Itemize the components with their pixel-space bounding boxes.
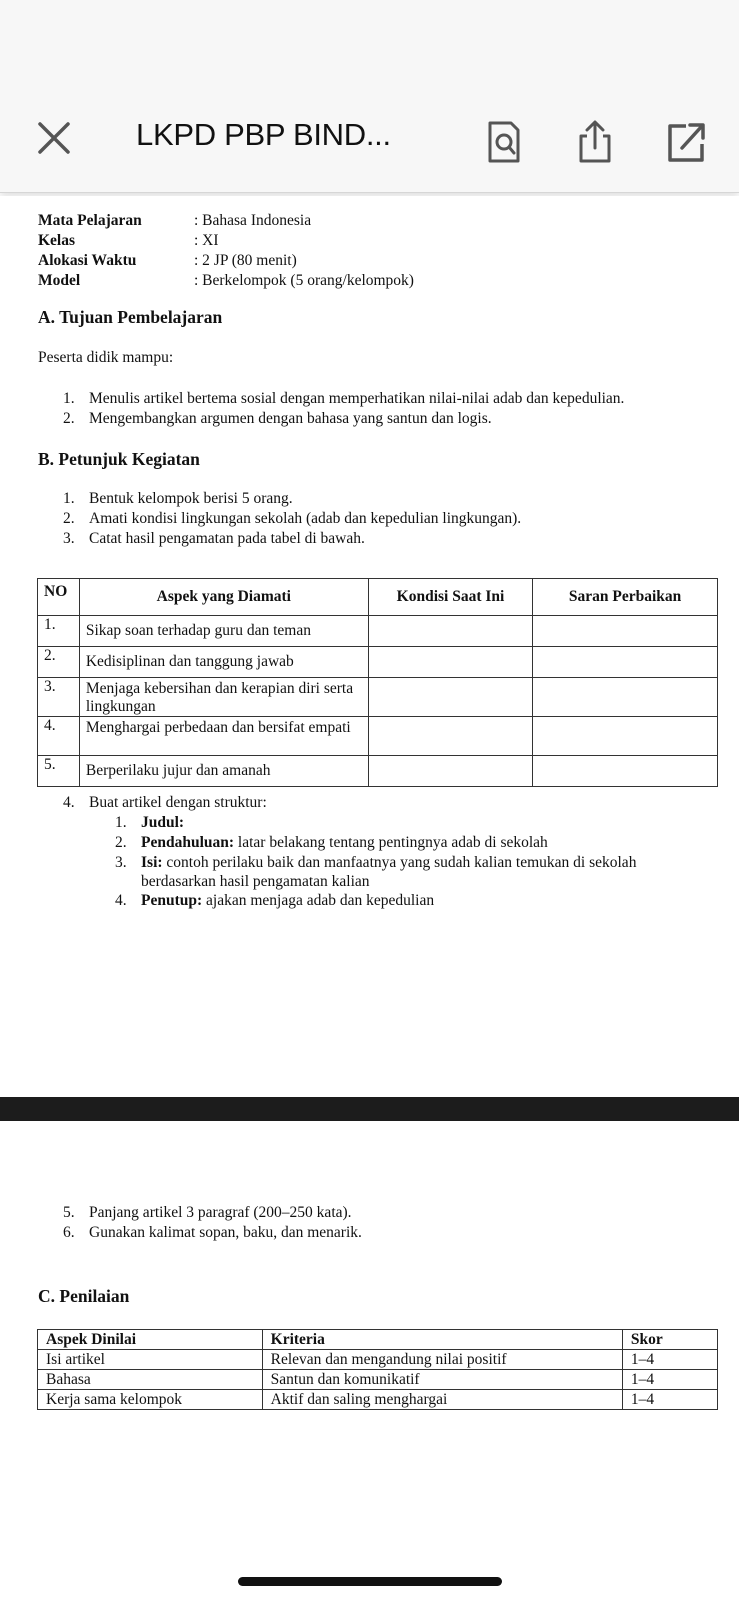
list-item xyxy=(63,1223,362,1243)
table-cell[interactable] xyxy=(368,678,532,717)
list-text: Gunakan kalimat sopan, baku, dan menarik. xyxy=(89,1224,362,1241)
table-cell: Isi artikel xyxy=(38,1350,263,1370)
toolbar xyxy=(0,0,739,193)
table-row xyxy=(38,717,718,756)
column-header: Kriteria xyxy=(262,1330,622,1350)
row-number: 3. xyxy=(44,678,56,695)
table-row xyxy=(38,678,718,717)
list-number: 2. xyxy=(63,410,75,427)
table-cell xyxy=(38,678,80,717)
table-cell[interactable] xyxy=(533,616,718,647)
assessment-table xyxy=(37,1329,718,1410)
table-cell xyxy=(38,647,80,678)
close-icon[interactable] xyxy=(34,118,74,158)
article-structure-list xyxy=(115,813,715,911)
table-cell: Bahasa xyxy=(38,1370,263,1390)
home-indicator[interactable] xyxy=(238,1577,502,1586)
structure-label: Judul: xyxy=(141,814,185,831)
structure-label: Pendahuluan: xyxy=(141,834,235,851)
table-row xyxy=(38,616,718,647)
table-header-row xyxy=(38,1330,718,1350)
table-cell: Aktif dan saling menghargai xyxy=(262,1390,622,1410)
list-text: Bentuk kelompok berisi 5 orang. xyxy=(89,490,293,507)
table-cell: 1–4 xyxy=(622,1390,717,1410)
table-cell[interactable] xyxy=(368,717,532,756)
lesson-meta xyxy=(38,211,414,291)
row-aspect: Kedisiplinan dan tanggung jawab xyxy=(85,653,294,670)
open-external-icon[interactable] xyxy=(666,120,706,164)
meta-key: Mata Pelajaran xyxy=(38,212,142,229)
row-number: 4. xyxy=(44,717,56,734)
list-item xyxy=(115,833,715,853)
table-header-row xyxy=(38,579,718,616)
list-number: 2. xyxy=(63,510,75,527)
table-cell: Kerja sama kelompok xyxy=(38,1390,263,1410)
structure-text: latar belakang tentang pentingnya adab di sekolah xyxy=(234,834,548,851)
table-row xyxy=(38,1390,718,1410)
list-text: Panjang artikel 3 paragraf (200–250 kata). xyxy=(89,1204,352,1221)
list-number: 5. xyxy=(63,1204,75,1221)
meta-key: Model xyxy=(38,272,81,289)
column-header: NO xyxy=(38,579,80,616)
table-row xyxy=(38,1370,718,1390)
structure-text: ajakan menjaga adab dan kepedulian xyxy=(202,892,435,909)
list-text: Buat artikel dengan struktur: xyxy=(89,794,267,811)
activity-steps-continued xyxy=(63,1203,362,1243)
row-aspect: Menjaga kebersihan dan kerapian diri serta lingkungan xyxy=(85,680,354,715)
activity-steps-list xyxy=(63,489,521,549)
list-item xyxy=(63,1203,362,1223)
table-cell xyxy=(38,756,80,787)
column-header: Aspek Dinilai xyxy=(38,1330,263,1350)
table-cell[interactable] xyxy=(533,647,718,678)
table-cell xyxy=(79,678,368,717)
share-icon[interactable] xyxy=(575,120,615,164)
table-cell xyxy=(79,647,368,678)
table-cell xyxy=(79,756,368,787)
table-cell: Relevan dan mengandung nilai positif xyxy=(262,1350,622,1370)
table-cell xyxy=(79,717,368,756)
table-cell xyxy=(38,616,80,647)
list-item xyxy=(63,793,267,813)
row-aspect: Menghargai perbedaan dan bersifat empati xyxy=(85,719,351,736)
table-cell: 1–4 xyxy=(622,1350,717,1370)
list-number: 3. xyxy=(63,530,75,547)
column-header: Aspek yang Diamati xyxy=(79,579,368,616)
list-number: 4. xyxy=(115,892,127,909)
table-row xyxy=(38,1350,718,1370)
meta-row xyxy=(38,251,414,271)
table-cell[interactable] xyxy=(368,616,532,647)
row-aspect: Berperilaku jujur dan amanah xyxy=(85,762,271,779)
structure-text: contoh perilaku baik dan manfaatnya yang sudah kalian temukan di sekolah berdasarkan hasil pengamatan kalian xyxy=(141,854,637,890)
list-item xyxy=(115,853,715,891)
list-number: 3. xyxy=(115,854,127,871)
meta-key: Alokasi Waktu xyxy=(38,252,137,269)
list-item xyxy=(63,529,521,549)
observation-table xyxy=(37,578,718,787)
row-number: 1. xyxy=(44,616,56,633)
row-aspect: Sikap soan terhadap guru dan teman xyxy=(85,622,311,639)
table-row xyxy=(38,756,718,787)
meta-value: : 2 JP (80 menit) xyxy=(194,252,297,269)
activity-step-4 xyxy=(63,793,267,813)
list-item xyxy=(63,509,521,529)
column-header: Saran Perbaikan xyxy=(533,579,718,616)
list-item xyxy=(63,489,521,509)
column-header: Kondisi Saat Ini xyxy=(368,579,532,616)
meta-key: Kelas xyxy=(38,232,76,249)
row-number: 5. xyxy=(44,756,56,773)
list-number: 1. xyxy=(63,490,75,507)
table-cell xyxy=(79,616,368,647)
page-separator xyxy=(0,1097,739,1121)
list-text: Mengembangkan argumen dengan bahasa yang santun dan logis. xyxy=(89,410,492,427)
table-cell[interactable] xyxy=(368,647,532,678)
table-cell[interactable] xyxy=(533,678,718,717)
section-a-heading: A. Tujuan Pembelajaran xyxy=(38,307,223,327)
list-text: Catat hasil pengamatan pada tabel di bawah. xyxy=(89,530,365,547)
list-number: 2. xyxy=(115,834,127,851)
section-c-heading: C. Penilaian xyxy=(38,1286,130,1306)
list-number: 1. xyxy=(63,390,75,407)
column-header: Skor xyxy=(622,1330,717,1350)
meta-value: : Berkelompok (5 orang/kelompok) xyxy=(194,272,414,289)
table-cell[interactable] xyxy=(368,756,532,787)
list-number: 4. xyxy=(63,794,75,811)
table-cell: Santun dan komunikatif xyxy=(262,1370,622,1390)
table-cell[interactable] xyxy=(533,717,718,756)
table-cell[interactable] xyxy=(533,756,718,787)
list-item xyxy=(63,389,624,409)
document-title: LKPD PBP BIND... xyxy=(136,117,391,152)
table-cell: 1–4 xyxy=(622,1370,717,1390)
table-cell xyxy=(38,717,80,756)
list-text: Amati kondisi lingkungan sekolah (adab dan kepedulian lingkungan). xyxy=(89,510,522,527)
section-a-intro: Peserta didik mampu: xyxy=(38,349,174,366)
meta-row xyxy=(38,231,414,251)
list-text: Menulis artikel bertema sosial dengan memperhatikan nilai-nilai adab dan kepedulian. xyxy=(89,390,625,407)
structure-label: Penutup: xyxy=(141,892,203,909)
row-number: 2. xyxy=(44,647,56,664)
list-number: 1. xyxy=(115,814,127,831)
structure-label: Isi: xyxy=(141,854,163,871)
document-page-2 xyxy=(0,1121,739,1600)
list-item xyxy=(63,409,624,429)
meta-row xyxy=(38,211,414,231)
document-search-icon[interactable] xyxy=(484,120,524,164)
list-item xyxy=(115,813,715,833)
meta-value: : XI xyxy=(194,232,219,249)
document-page-1 xyxy=(0,196,739,1096)
meta-value: : Bahasa Indonesia xyxy=(194,212,312,229)
list-number: 6. xyxy=(63,1224,75,1241)
learning-goals-list xyxy=(63,389,624,429)
section-b-heading: B. Petunjuk Kegiatan xyxy=(38,449,200,469)
table-row xyxy=(38,647,718,678)
list-item xyxy=(115,891,715,911)
meta-row xyxy=(38,271,414,291)
